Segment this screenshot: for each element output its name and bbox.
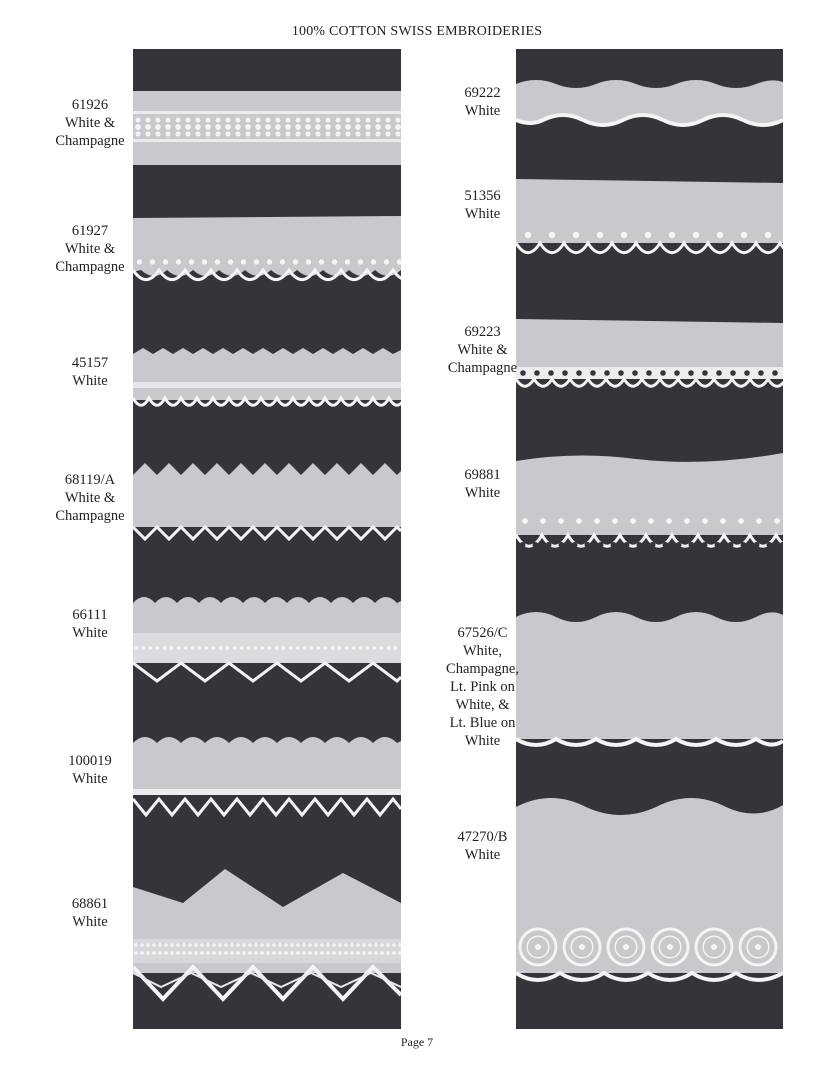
sample-label-68861: 68861 White bbox=[71, 896, 109, 930]
lace-sample-45157 bbox=[133, 346, 401, 410]
sample-label-69881: 69881 White bbox=[464, 467, 501, 501]
lace-sample-69223 bbox=[516, 317, 783, 397]
page-number: Page 7 bbox=[400, 1035, 434, 1049]
sample-label-67526c: 67526/C White, Champagne, Lt. Pink on White, & Lt. Blue on White bbox=[446, 625, 519, 749]
sample-label-69223: 69223 White & Champagne bbox=[447, 324, 518, 376]
sample-label-61927: 61927 White & Champagne bbox=[55, 223, 125, 275]
sample-label-100019: 100019 White bbox=[68, 753, 112, 787]
sample-label-61926: 61926 White & Champagne bbox=[55, 97, 125, 149]
lace-sample-100019 bbox=[133, 729, 401, 825]
lace-sample-61927 bbox=[133, 214, 401, 286]
right-sample-column bbox=[516, 49, 783, 1029]
sample-label-68119a: 68119/A White & Champagne bbox=[55, 472, 125, 524]
lace-sample-67526c bbox=[516, 605, 783, 755]
page-title: 100% COTTON SWISS EMBROIDERIES bbox=[291, 24, 543, 39]
left-sample-column bbox=[133, 49, 401, 1029]
lace-sample-61926 bbox=[133, 91, 401, 165]
sample-label-45157: 45157 White bbox=[71, 355, 109, 389]
lace-sample-47270b bbox=[516, 787, 783, 999]
lace-sample-66111 bbox=[133, 589, 401, 689]
lace-sample-51356 bbox=[516, 177, 783, 263]
sample-label-51356: 51356 White bbox=[464, 188, 501, 222]
lace-sample-68861 bbox=[133, 863, 401, 1005]
sample-label-69222: 69222 White bbox=[464, 85, 501, 119]
sample-label-47270b: 47270/B White bbox=[457, 829, 508, 863]
sample-label-66111: 66111 White bbox=[72, 607, 108, 641]
lace-sample-68119a bbox=[133, 461, 401, 545]
lace-sample-69881 bbox=[516, 449, 783, 569]
lace-sample-69222 bbox=[516, 74, 783, 138]
